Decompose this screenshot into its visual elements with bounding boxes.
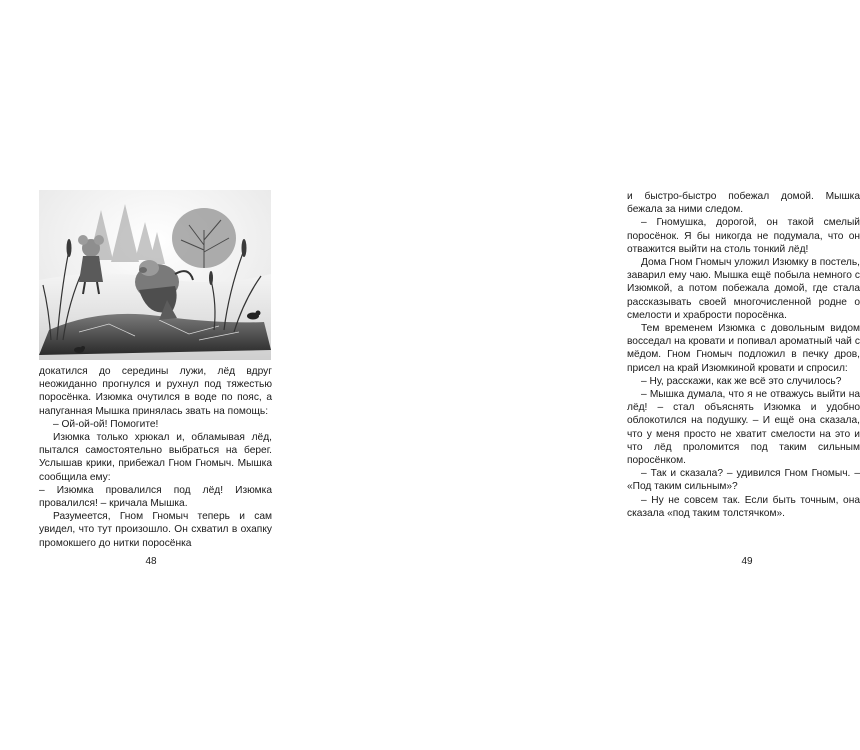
paragraph: и быстро-быстро побежал домой. Мышка бежала за ними следом. [627,191,860,216]
paragraph: докатился до середины лужи, лёд вдруг неожиданно прогнулся и рухнул под тяжестью поросёнка. Изюмка очутился в воде по пояс, а напуганная Мышка принялась звать на помощь: [39,366,272,417]
paragraph: – Мышка думала, что я не отважусь выйти на лёд! – стал объяснять Изюмка и удобно облокотился на подушку. – И ещё она сказала, что у меня просто не хватит смелости на это и что лёд проломится под таким сильным поросёнком. [627,389,860,467]
paragraph: Дома Гном Гномыч уложил Изюмку в постель, заварил ему чаю. Мышка ещё побыла немного с Изюмкой, а потом побежала домой, где стала рассказывать своей многочисленной родне о смелости и храбрости поросёнка. [627,257,860,321]
page-number: 48 [145,556,157,567]
left-page [0,0,300,750]
paragraph: Тем временем Изюмка с довольным видом восседал на кровати и попивал ароматный чай с мёдом. Гном Гномыч подложил в печку дров, присел на край Изюмкиной кровати и спросил: [627,323,860,374]
paragraph: – Ой-ой-ой! Помогите! [53,418,159,430]
paragraph: – Ну не совсем так. Если быть точным, она сказала «под таким толстячком». [627,494,860,519]
paragraph: – Ну, расскажи, как же всё это случилось? [641,375,842,387]
paragraph: – Изюмка провалился под лёд! Изюмка провалился! – кричала Мышка. [39,484,272,510]
paragraph: Разумеется, Гном Гномыч теперь и сам увидел, что тут произошло. Он схватил в охапку промокшего до нитки поросёнка [39,511,272,549]
paragraph: – Так и сказала? – удивился Гном Гномыч. – «Под таким сильным»? [627,468,860,493]
right-page [300,0,860,750]
right-page-text [627,190,860,520]
paragraph: Изюмка только хрюкал и, обламывая лёд, пытался самостоятельно выбраться на берег. Услышав крики, прибежал Гном Гномыч. Мышка сообщила ему: [39,432,272,483]
left-page-text [39,365,272,550]
paragraph: – Гномушка, дорогой, он такой смелый поросёнок. Я бы никогда не подумала, что он отважится выйти на столь тонкий лёд! [627,217,860,255]
illustration-drawing [39,190,271,360]
page-number: 49 [741,556,753,567]
illustration-piglet-on-ice [39,190,271,360]
